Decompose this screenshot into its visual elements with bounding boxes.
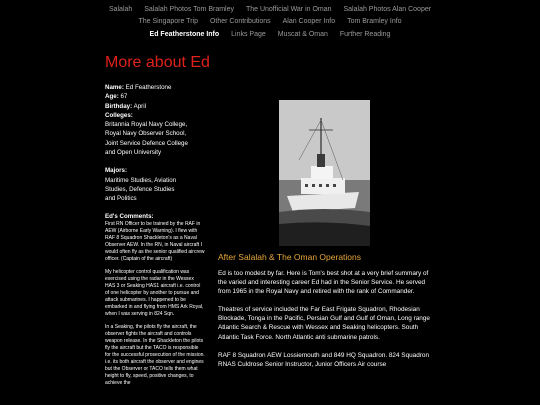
nav-link-other-contributions[interactable]: Other Contributions bbox=[209, 18, 271, 25]
profile-panel bbox=[105, 83, 215, 204]
major-item: Maritime Studies, Aviation bbox=[105, 176, 177, 184]
name-label: Name: bbox=[105, 84, 124, 91]
ship-illustration bbox=[279, 100, 370, 246]
body-paragraph: Ed is too modest by far. Here is Tom's best shot at a very brief summary of the varied and interesting career Ed had in the Senior Service. He served from 1965 in the Royal Navy and retired with the rank of Commander. bbox=[218, 270, 429, 296]
body-paragraph: Theatres of service included the Far East Frigate Squadron, Rhodesian Blockade, Tonga in the Pacific, Persian Gulf and Gulf of Oman, Long range Atlantic Search & Rescue with Wessex and Seaking helicopters. South Atlantic Task Force. North Atlantic anti submarine patrols. bbox=[218, 306, 430, 341]
nav-link-singapore-trip[interactable]: The Singapore Trip bbox=[138, 18, 198, 25]
college-item: Royal Navy Observer School, bbox=[105, 130, 187, 138]
birthday-value: April bbox=[133, 102, 146, 110]
comment-paragraph: In a Seaking, the pilots fly the aircraft, the observer fights the aircraft and controls weapon release. In the Shackleton the pilots fly the aircraft but the TACO is responsible for the successful prosecution of the mission. i.e. its both aircraft the observer and engines but the Observer or TACO tells them what height to fly, speed, positive changes, to achieve the bbox=[105, 324, 205, 386]
college-item: Joint Service Defence College bbox=[105, 139, 188, 147]
section-subheading: After Salalah & The Oman Operations bbox=[218, 252, 362, 262]
comments-heading: Ed's Comments: bbox=[105, 213, 154, 220]
nav-link-alan-cooper-info[interactable]: Alan Cooper Info bbox=[282, 18, 336, 25]
nav-link-muscat-oman[interactable]: Muscat & Oman bbox=[277, 31, 328, 38]
nav-link-salalah-photos-alan-cooper[interactable]: Salalah Photos Alan Cooper bbox=[343, 6, 432, 13]
body-paragraph: RAF 8 Squadron AEW Lossiemouth and 849 HQ Squadron. 824 Squadron RNAS Culdrose Senior Instructor, Junior Officers Air course bbox=[218, 351, 430, 368]
comment-paragraph: First RN Officer to be trained by the RAF in AEW (Airborne Early Warning). I flew with RAF 8 Squadron Shackleton's as a Naval Observer AEW. In the RN, in Naval aircraft I would often fly as the senior qualified aircrew officer. (Captain of the aircraft) bbox=[105, 221, 205, 262]
nav-link-links-page[interactable]: Links Page bbox=[231, 31, 266, 38]
profile-name-row bbox=[105, 83, 215, 92]
main-text bbox=[218, 269, 433, 378]
major-item: Studies, Defence Studies bbox=[105, 185, 175, 193]
birthday-label: Birthday: bbox=[105, 102, 133, 110]
majors-label: Majors: bbox=[105, 167, 128, 175]
college-item: Britannia Royal Navy College, bbox=[105, 121, 188, 129]
spacer bbox=[105, 157, 215, 166]
comment-paragraph: My helicopter control qualification was exercised using the radar in the Wessex HAS 3 or Seaking HAS1 aircraft i.e. control of one helicopter by another to pursue and attack submarines. I happened to be embarked in and flying from HMS Ark Royal, when I was serving in 824 Sqn. bbox=[105, 269, 204, 317]
profile-birthday-row bbox=[105, 102, 215, 111]
ship-photo bbox=[279, 100, 370, 246]
nav-link-salalah[interactable]: Salalah bbox=[108, 6, 133, 13]
major-item: and Politics bbox=[105, 195, 137, 203]
profile-colleges-row bbox=[105, 111, 215, 120]
nav-link-tom-bramley-info[interactable]: Tom Bramley Info bbox=[347, 18, 402, 25]
name-value: Ed Featherstone bbox=[125, 84, 172, 91]
nav-link-ed-featherstone-info[interactable]: Ed Featherstone Info bbox=[149, 31, 220, 38]
nav-link-salalah-photos-tom-bramley[interactable]: Salalah Photos Tom Bramley bbox=[144, 6, 234, 13]
colleges-label: Colleges: bbox=[105, 111, 133, 119]
nav-row-3 bbox=[0, 31, 540, 38]
comments-panel bbox=[105, 213, 205, 393]
page-title: More about Ed bbox=[105, 54, 210, 71]
nav-row-2 bbox=[0, 18, 540, 25]
nav-link-further-reading[interactable]: Further Reading bbox=[339, 31, 391, 38]
age-value: 67 bbox=[120, 93, 128, 101]
profile-age-row bbox=[105, 92, 215, 101]
nav-link-unofficial-war[interactable]: The Unofficial War in Oman bbox=[245, 6, 332, 13]
age-label: Age: bbox=[105, 93, 119, 101]
college-item: and Open University bbox=[105, 149, 162, 157]
nav-row-1 bbox=[0, 6, 540, 13]
profile-majors-row bbox=[105, 166, 215, 175]
